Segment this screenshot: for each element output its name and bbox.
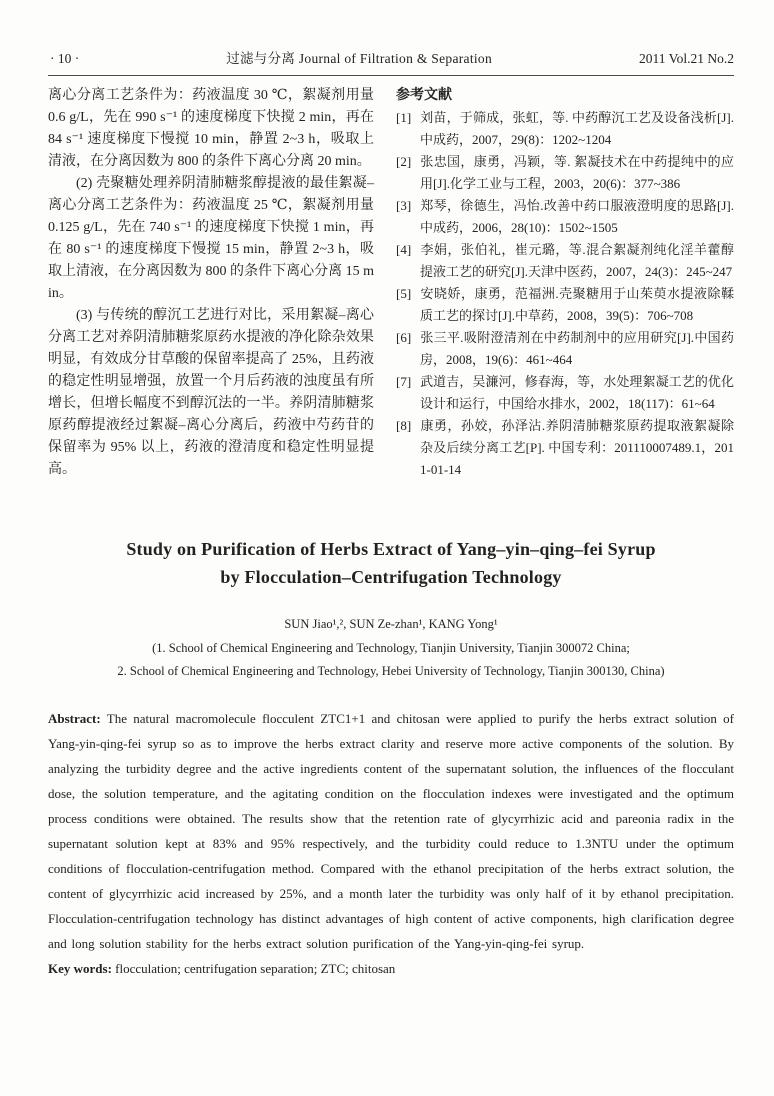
- journal-title: 过滤与分离 Journal of Filtration & Separation: [226, 51, 493, 66]
- keywords-line: [48, 956, 734, 981]
- article-title-line2: by Flocculation–Centrifugation Technology: [220, 567, 562, 587]
- reference-item: [396, 239, 734, 283]
- page-number: · 10 ·: [50, 51, 80, 66]
- reference-text: 张三平.吸附澄清剂在中药制剂中的应用研究[J].中国药房，2008，19(6)：461~464: [420, 330, 734, 367]
- references-heading: 参考文献: [396, 88, 452, 103]
- reference-text: 郑琴，徐德生，冯怡.改善中药口服液澄明度的思路[J].中成药，2006，28(10)：1502~1505: [420, 198, 734, 235]
- reference-item: [396, 327, 734, 371]
- reference-label: [1]: [396, 110, 412, 125]
- abstract-paragraph: [48, 706, 734, 956]
- reference-text: 张忠国，康勇，冯颖，等. 絮凝技术在中药提纯中的应用[J].化学工业与工程，2003，20(6)：377~386: [420, 154, 734, 191]
- affiliation-line-2: 2. School of Chemical Engineering and Technology, Hebei University of Technology, Tianjin 300130, China): [117, 664, 665, 678]
- reference-text: 安晓娇，康勇，范福洲.壳聚糖用于山茱萸水提液除鞣质工艺的探讨[J].中草药，2008，39(5)：706~708: [420, 286, 734, 323]
- keywords-text: flocculation; centrifugation separation; ZTC; chitosan: [115, 961, 396, 976]
- reference-text: 李娟，张伯礼，崔元璐，等.混合絮凝剂纯化淫羊藿醇提液工艺的研究[J].天津中医药，2007，24(3)：245~247: [420, 242, 734, 279]
- running-head: [48, 50, 734, 68]
- reference-item: [396, 107, 734, 151]
- reference-label: [3]: [396, 198, 412, 213]
- article-title: [48, 535, 734, 591]
- body-paragraph-continuation: 离心分离工艺条件为：药液温度 30 ℃，絮凝剂用量 0.6 g/L，先在 990 s⁻¹ 的速度梯度下快搅 2 min，再在 84 s⁻¹ 速度梯度下慢搅 10 min，静置 2~3 h，吸取上清液，在分离因数为 800 的条件下离心分离 20 min。: [48, 88, 374, 169]
- affiliations: [48, 637, 734, 683]
- reference-item: [396, 151, 734, 195]
- reference-label: [6]: [396, 330, 412, 345]
- reference-item: [396, 283, 734, 327]
- reference-label: [4]: [396, 242, 412, 257]
- body-paragraph-3: (3) 与传统的醇沉工艺进行对比，采用絮凝–离心分离工艺对养阴清肺糖浆原药水提液的净化除杂效果明显，有效成分甘草酸的保留率提高了 25%，且药液的稳定性明显增强，放置一个月后药液的浊度虽有所增长，但增长幅度不到醇沉法的一半。养阴清肺糖浆原药醇提液经过絮凝–离心分离后，药液中芍药苷的保留率为 95% 以上，药液的澄清度和稳定性明显提高。: [48, 308, 374, 477]
- references-column: [396, 85, 734, 481]
- keywords-label: Key words:: [48, 961, 112, 976]
- header-divider: [48, 75, 734, 76]
- abstract-label: Abstract:: [48, 711, 101, 726]
- references-list: [396, 107, 734, 481]
- issue-info: 2011 Vol.21 No.2: [638, 51, 734, 66]
- affiliation-line-1: (1. School of Chemical Engineering and Technology, Tianjin University, Tianjin 300072 China;: [152, 641, 630, 655]
- article-title-line1: Study on Purification of Herbs Extract of Yang–yin–qing–fei Syrup: [126, 539, 656, 559]
- english-article-block: [48, 535, 734, 981]
- reference-label: [5]: [396, 286, 412, 301]
- reference-text: 武道吉，吴濂河，修春海，等，水处理絮凝工艺的优化设计和运行，中国给水排水，2002，18(117)：61~64: [420, 374, 734, 411]
- reference-label: [8]: [396, 418, 412, 433]
- reference-text: 刘苗，于筛成，张虹，等. 中药醇沉工艺及设备浅析[J].中成药，2007，29(8)：1202~1204: [420, 110, 734, 147]
- two-column-body: [48, 85, 734, 481]
- body-paragraph-2: (2) 壳聚糖处理养阴清肺糖浆醇提液的最佳絮凝–离心分离工艺条件为：药液温度 25 ℃，絮凝剂用量 0.125 g/L，先在 740 s⁻¹ 的速度梯度下快搅 1 min，再在 80 s⁻¹ 的速度梯度下慢搅 15 min，静置 2~3 h，吸取上清液，在分离因数为 800 的条件下离心分离 15 min。: [48, 176, 374, 301]
- authors-line: SUN Jiao¹,², SUN Ze-zhan¹, KANG Yong¹: [284, 617, 498, 631]
- reference-label: [7]: [396, 374, 412, 389]
- reference-item: [396, 415, 734, 481]
- left-column: [48, 85, 374, 481]
- reference-item: [396, 371, 734, 415]
- reference-label: [2]: [396, 154, 412, 169]
- reference-item: [396, 195, 734, 239]
- reference-text: 康勇，孙姣，孙泽沾.养阴清肺糖浆原药提取液絮凝除杂及后续分离工艺[P]. 中国专利：201110007489.1，2011-01-14: [420, 418, 734, 477]
- abstract-text: The natural macromolecule flocculent ZTC1+1 and chitosan were applied to purify the herbs extract solution of Yang-yin-qing-fei syrup so as to improve the herbs extract clarity and reserve more active components of the solution. By analyzing the turbidity degree and the active ingredients content of the supernatant solution, the influences of the flocculant dose, the solution temperature, and the agitating condition on the flocculation indexes were investigated and the optimum process conditions were obtained. The results show that the retention rate of glycyrrhizic acid and pareonia radix in the supernatant solution kept at 83% and 95% respectively, and the turbidity could reduce to 1.3NTU under the optimum conditions of flocculation-centrifugation method. Compared with the ethanol precipitation of the herbs extract solution, the content of glycyrrhizic acid increased by 25%, and a month later the turbidity was only half of it by ethanol precipitation. Flocculation-centrifugation technology has distinct advantages of high content of active components, high clarification degree and long solution stability for the herbs extract solution purification of the Yang-yin-qing-fei syrup.: [48, 711, 734, 951]
